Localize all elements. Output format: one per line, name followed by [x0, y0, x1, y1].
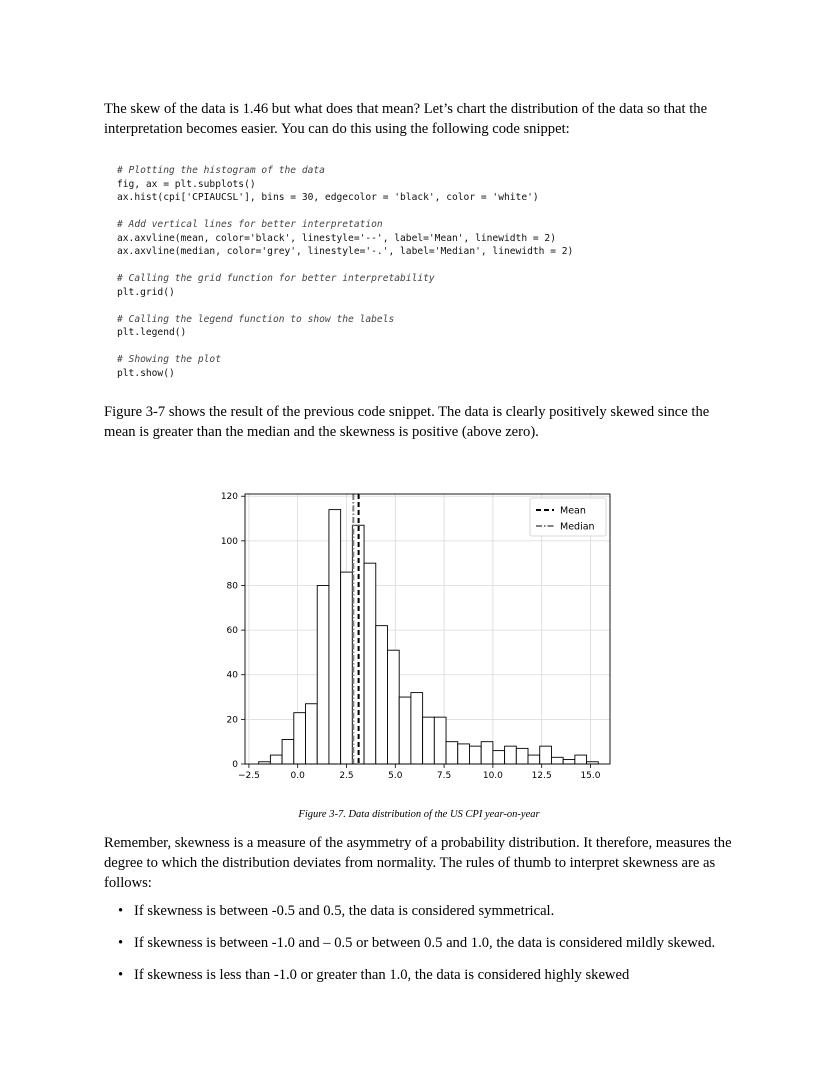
y-tick-label: 80 [226, 581, 238, 592]
x-tick-label: 5.0 [388, 771, 403, 781]
list-item-text: If skewness is less than -1.0 or greater than 1.0, the data is considered highly skewed [134, 967, 630, 983]
list-item [118, 965, 758, 985]
code-comment-line: # Add vertical lines for better interpretation [117, 219, 383, 230]
code-line: ax.axvline(mean, color='black', linestyle='--', label='Mean', linewidth = 2) [117, 232, 556, 244]
histogram-bar [493, 751, 505, 764]
y-tick-label: 120 [220, 492, 238, 503]
skewness-rules-list [118, 901, 758, 997]
histogram-bar [294, 713, 306, 764]
histogram-bar [364, 563, 376, 764]
code-comment-line: # Calling the legend function to show the labels [117, 313, 395, 325]
list-item-text: If skewness is between -1.0 and – 0.5 or between 0.5 and 1.0, the data is considered mildly skewed. [134, 935, 716, 951]
legend [530, 498, 606, 536]
histogram-bar [540, 746, 552, 764]
y-tick-label: 0 [232, 760, 238, 770]
histogram-bar [341, 572, 353, 764]
list-item [118, 901, 758, 921]
histogram-bar [458, 744, 470, 764]
histogram-bar [317, 585, 329, 764]
intro-paragraph: The skew of the data is 1.46 but what does that mean? Let’s chart the distribution of the data so that the interpretation becomes easier. You can do this using the following code snippet: [104, 101, 708, 137]
legend-label-median: Median [560, 521, 595, 533]
y-tick-label: 40 [226, 670, 238, 681]
histogram-bar [551, 757, 563, 764]
code-blank-line [117, 340, 757, 354]
code-line: ax.axvline(median, color='grey', linestyle='-.', label='Median', linewidth = 2) [117, 246, 574, 257]
x-tick-label: 12.5 [531, 771, 552, 781]
histogram-bar [387, 650, 399, 764]
figure-caption: Figure 3-7. Data distribution of the US CPI year-on-year [298, 809, 540, 820]
skewness-paragraph: Remember, skewness is a measure of the asymmetry of a probability distribution. It therefore, measures the degree to which the distribution deviates from normality. The rules of thumb to interpret skewness are as follows: [104, 835, 732, 891]
x-tick-label: 0.0 [290, 771, 305, 781]
code-blank-line [117, 299, 757, 313]
y-tick-label: 100 [220, 536, 238, 547]
histogram-bar [528, 755, 540, 764]
histogram-bar [481, 742, 493, 764]
bullet-icon: • [118, 967, 124, 983]
histogram-bar [306, 704, 318, 764]
code-blank-line [117, 205, 757, 219]
code-line: ax.hist(cpi['CPIAUCSL'], bins = 30, edgecolor = 'black', color = 'white') [117, 192, 539, 203]
histogram-bar [575, 755, 587, 764]
bullet-icon: • [118, 903, 124, 919]
histogram-bar [270, 755, 282, 764]
histogram-bar [399, 697, 411, 764]
bullet-icon: • [118, 935, 124, 951]
list-item-text: If skewness is between -0.5 and 0.5, the data is considered symmetrical. [134, 903, 555, 919]
y-tick-label: 60 [226, 626, 238, 637]
code-snippet [117, 164, 757, 380]
histogram-chart [200, 482, 630, 782]
list-item [118, 933, 758, 953]
x-tick-label: 7.5 [436, 771, 452, 781]
y-tick-label: 20 [226, 715, 238, 726]
histogram-bar [563, 760, 575, 764]
x-tick-label: 2.5 [339, 771, 354, 781]
x-tick-label: 10.0 [482, 771, 503, 781]
histogram-bar [505, 746, 517, 764]
legend-label-mean: Mean [560, 505, 586, 517]
histogram-bar [329, 510, 341, 764]
code-line: fig, ax = plt.subplots() [117, 178, 256, 190]
code-comment-line: # Calling the grid function for better interpretability [117, 273, 435, 284]
histogram-bar [282, 739, 294, 764]
code-comment-line: # Showing the plot [117, 354, 221, 365]
code-blank-line [117, 259, 757, 273]
histogram-bar [376, 626, 388, 764]
code-line: plt.grid() [117, 286, 175, 298]
histogram-figure [200, 482, 630, 782]
histogram-bar [446, 742, 458, 764]
histogram-bar [434, 717, 446, 764]
code-line: plt.legend() [117, 327, 187, 338]
histogram-bar [469, 746, 481, 764]
code-comment-line: # Plotting the histogram of the data [117, 165, 325, 176]
code-line: plt.show() [117, 367, 175, 379]
histogram-bars [259, 510, 599, 764]
result-paragraph: Figure 3-7 shows the result of the previous code snippet. The data is clearly positively skewed since the mean is greater than the median and the skewness is positive (above zero). [104, 404, 710, 440]
histogram-bar [516, 748, 528, 764]
x-tick-label: 15.0 [580, 771, 601, 781]
histogram-bar [423, 717, 435, 764]
x-tick-label: −2.5 [237, 771, 260, 781]
histogram-bar [411, 693, 423, 764]
